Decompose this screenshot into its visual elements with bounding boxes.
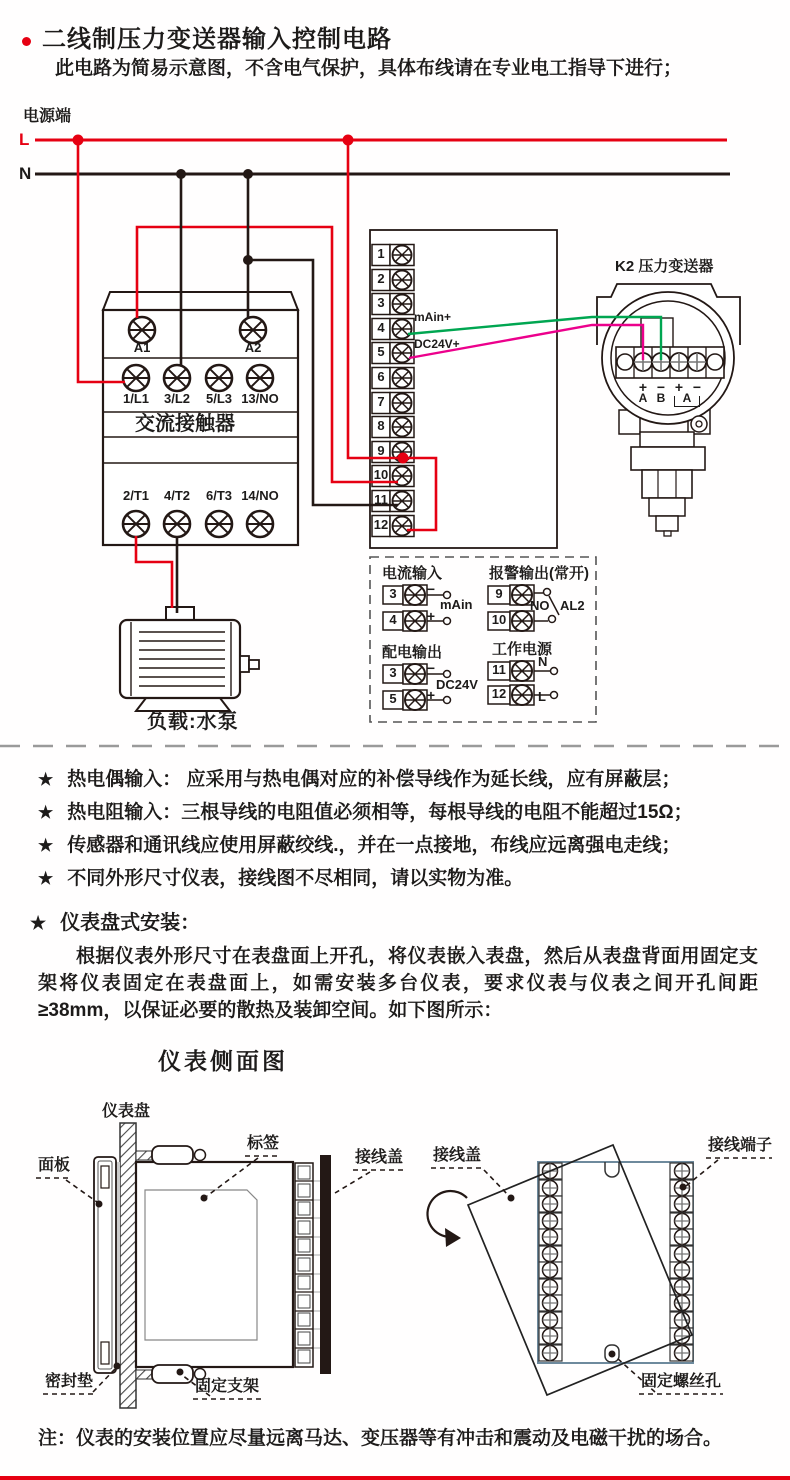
contactor-2t1-label: 2/T1: [122, 488, 149, 503]
gasket-label: 密封垫: [45, 1373, 94, 1390]
terminal-number: 7: [377, 394, 385, 409]
side-view-figure: [36, 1123, 403, 1408]
transmitter-sign: +: [638, 379, 648, 395]
transmitter-terminal-a-label: A: [638, 391, 648, 405]
sign-minus: −: [426, 660, 436, 676]
note-text: 不同外形尺寸仪表，接线图不尽相同，请以实物为准。: [67, 868, 524, 889]
contactor-14no-label: 14/NO: [241, 488, 279, 503]
note-text: 热电阻输入：三根导线的电阻值必须相等，每根导线的电阻不能超过15Ω；: [67, 802, 693, 823]
note-item: [38, 834, 681, 858]
terminal-number: 12: [373, 517, 389, 532]
line-l-label: L: [19, 130, 30, 149]
contactor-3l2-label: 3/L2: [163, 391, 190, 406]
note-text: 热电偶输入： 应采用与热电偶对应的补偿导线作为延长线，应有屏蔽层；: [67, 769, 681, 790]
contactor-13no-label: 13/NO: [241, 391, 279, 406]
terminal-number: 10: [373, 467, 389, 482]
star-icon: ★: [38, 803, 54, 822]
terminal-number: 6: [377, 369, 385, 384]
terminal-number: 3: [377, 295, 385, 310]
contactor-a1-label: A1: [133, 340, 151, 355]
transmitter-bridge-label: A: [674, 396, 700, 407]
mount-heading: 仪表盘式安装：: [60, 912, 201, 934]
terminal-number: 3: [389, 665, 397, 680]
water-pump-motor: [120, 607, 259, 711]
sign-plus: +: [426, 608, 436, 624]
current-input-title: 电流输入: [382, 565, 443, 582]
figure-title: 仪表侧面图: [158, 1049, 288, 1074]
star-icon: ★: [30, 913, 47, 933]
pressure-transmitter: [597, 284, 740, 536]
sign-minus: −: [426, 581, 436, 597]
transmitter-terminal-b-label: B: [656, 391, 666, 405]
screw-hole-label: 固定螺丝孔: [641, 1373, 722, 1390]
page-title: 二线制压力变送器输入控制电路: [42, 26, 392, 53]
sign-plus: +: [426, 687, 436, 703]
line-n-label: N: [19, 164, 32, 183]
contactor-name: 交流接触器: [135, 413, 235, 435]
bottom-accent-line: [0, 1476, 790, 1480]
terminal-number: 9: [495, 586, 503, 601]
contactor-1l1-label: 1/L1: [122, 391, 149, 406]
terminal-number: 5: [389, 691, 397, 706]
alarm-no-label: NO: [530, 598, 550, 613]
transmitter-sign: −: [692, 379, 702, 395]
transmitter-sign: −: [656, 379, 666, 395]
alarm-signal-label: AL2: [560, 598, 585, 613]
terminal5-signal-label: DC24V+: [414, 337, 460, 351]
mount-heading-row: [30, 910, 200, 936]
star-icon: ★: [38, 836, 54, 855]
terminal-number: 11: [492, 662, 506, 677]
cover-label-left: 接线盖: [355, 1149, 404, 1166]
alarm-output-title: 报警输出(常开): [489, 565, 589, 582]
front-panel-label: 面板: [38, 1157, 71, 1174]
terminal-number: 12: [491, 686, 507, 701]
note-item: [38, 768, 681, 792]
note-item: [38, 867, 523, 891]
work-power-n-label: N: [538, 654, 548, 669]
star-icon: ★: [38, 770, 54, 789]
terminal-number: 1: [377, 246, 385, 261]
terminal-number: 4: [377, 320, 385, 335]
contactor-4t2-label: 4/T2: [163, 488, 190, 503]
work-power-title: 工作电源: [492, 641, 553, 658]
contactor-a2-label: A2: [244, 340, 262, 355]
mount-paragraph: 根据仪表外形尺寸在表盘面上开孔，将仪表嵌入表盘，然后从表盘背面用固定支架将仪表固定在表盘面上，如需安装多台仪表，要求仪表与仪表之间开孔间距≥38mm，以保证必要的散热及装卸空间。如下图所示：: [38, 946, 758, 1021]
tag-label: 标签: [247, 1135, 280, 1152]
work-power-l-label: L: [538, 689, 546, 704]
note-item: [38, 801, 693, 825]
transmitter-title: K2 压力变送器: [615, 258, 714, 275]
terminal-number: 3: [389, 586, 397, 601]
contactor-5l3-label: 5/L3: [205, 391, 232, 406]
terminal-number: 5: [377, 344, 385, 359]
load-label: 负载:水泵: [147, 711, 239, 733]
terminal-number: 8: [377, 418, 385, 433]
terminal4-signal-label: mAin+: [414, 310, 452, 324]
power-output-signal: DC24V: [436, 677, 478, 692]
terminal-number: 10: [491, 612, 507, 627]
terminal-number: 9: [377, 443, 385, 458]
power-rails: [35, 140, 730, 174]
panel-label: 仪表盘: [102, 1103, 151, 1120]
bracket-label: 固定支架: [195, 1378, 260, 1395]
terminals-label: 接线端子: [708, 1137, 773, 1154]
star-icon: ★: [38, 869, 54, 888]
footer-note: 注：仪表的安装位置应尽量远离马达、变压器等有冲击和震动及电磁干扰的场合。: [38, 1428, 723, 1449]
current-input-signal: mAin: [440, 597, 473, 612]
note-text: 传感器和通讯线应使用屏蔽绞线.，并在一点接地，布线应远离强电走线；: [67, 835, 681, 856]
terminal-number: 11: [374, 492, 388, 507]
rear-view-figure: [427, 1145, 772, 1395]
power-terminal-label: 电源端: [23, 108, 72, 125]
terminal-number: 4: [389, 612, 397, 627]
page-subtitle: 此电路为简易示意图，不含电气保护，具体布线请在专业电工指导下进行；: [55, 58, 683, 79]
terminal-number: 2: [377, 271, 385, 286]
transmitter-sign: +: [674, 379, 684, 395]
title-bullet-icon: [22, 37, 31, 46]
instrument-terminal-block: [370, 230, 557, 548]
cover-label-right: 接线盖: [433, 1147, 482, 1164]
power-output-title: 配电输出: [382, 644, 443, 661]
contactor-6t3-label: 6/T3: [205, 488, 232, 503]
